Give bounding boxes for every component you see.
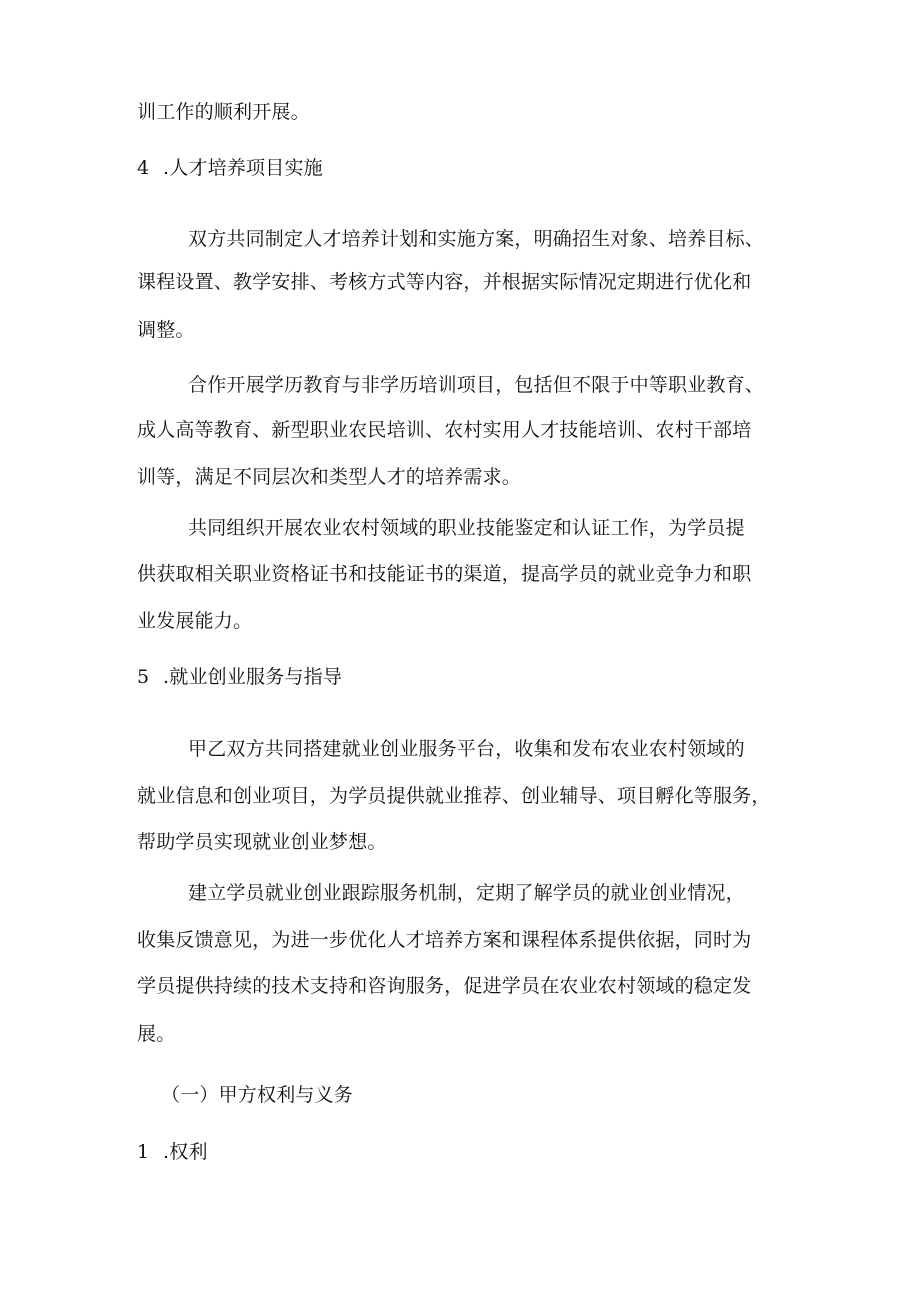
text-line: 甲乙双方共同搭建就业创业服务平台，收集和发布农业农村领域的 — [188, 738, 745, 760]
section-heading-1 — [137, 1140, 208, 1164]
text-line: 训工作的顺利开展。 — [137, 101, 310, 123]
heading-text: .就业创业服务与指导 — [163, 666, 343, 688]
heading-text: .权利 — [163, 1141, 208, 1163]
text-line: 就业信息和创业项目，为学员提供就业推荐、创业辅导、项目孵化等服务， — [137, 785, 771, 807]
text-line: 供获取相关职业资格证书和技能证书的渠道，提高学员的就业竞争力和职 — [137, 563, 752, 585]
text-line: 训等，满足不同层次和类型人才的培养需求。 — [137, 466, 522, 488]
subsection-heading: （一）甲方权利与义务 — [161, 1084, 354, 1106]
heading-number: 1 — [137, 1141, 150, 1163]
text-line: 双方共同制定人才培养计划和实施方案，明确招生对象、培养目标、 — [188, 228, 765, 250]
heading-number: 5 — [137, 666, 150, 688]
heading-text: .人才培养项目实施 — [163, 157, 323, 179]
section-heading-5 — [137, 665, 342, 689]
text-line: 成人高等教育、新型职业农民培训、农村实用人才技能培训、农村干部培 — [137, 419, 752, 441]
text-line: 合作开展学历教育与非学历培训项目，包括但不限于中等职业教育、 — [188, 374, 765, 396]
text-line: 共同组织开展农业农村领域的职业技能鉴定和认证工作，为学员提 — [188, 517, 745, 539]
section-heading-4 — [137, 156, 323, 180]
text-line: 学员提供持续的技术支持和咨询服务，促进学员在农业农村领域的稳定发 — [137, 975, 752, 997]
text-line: 展。 — [137, 1023, 176, 1045]
heading-number: 4 — [137, 157, 150, 179]
text-line: 调整。 — [137, 319, 195, 341]
text-line: 业发展能力。 — [137, 610, 253, 632]
text-line: 帮助学员实现就业创业梦想。 — [137, 831, 387, 853]
text-line: 建立学员就业创业跟踪服务机制，定期了解学员的就业创业情况， — [188, 882, 745, 904]
text-line: 课程设置、教学安排、考核方式等内容，并根据实际情况定期进行优化和 — [137, 271, 752, 293]
text-line: 收集反馈意见，为进一步优化人才培养方案和课程体系提供依据，同时为 — [137, 929, 752, 951]
